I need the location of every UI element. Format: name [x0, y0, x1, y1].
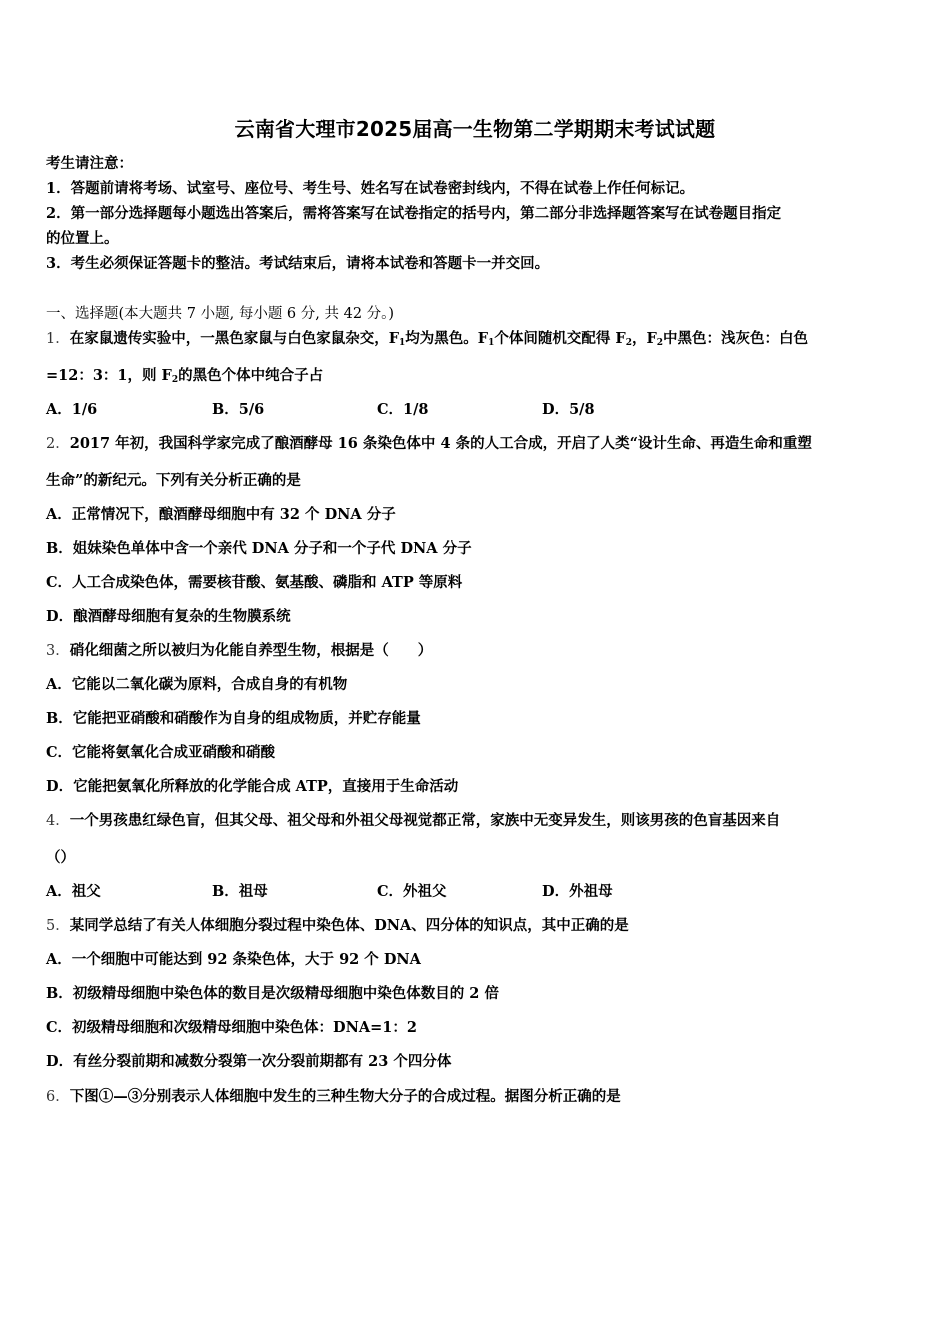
question-1-line-1	[46, 327, 808, 348]
subscript: 2	[656, 338, 664, 348]
q2-text: 2017 年初，我国科学家完成了酿酒酵母 16 条染色体中 4 条的人工合成，开启了人类“设计生命、再造生命和重塑	[69, 435, 812, 452]
q1-text: 个体间随机交配得 F	[494, 330, 626, 347]
q1-text: 在家鼠遗传实验中，一黑色家鼠与白色家鼠杂交，F	[69, 330, 400, 347]
page-title: 云南省大理市2025届高一生物第二学期期末考试试题	[234, 117, 716, 141]
question-4-line-1	[46, 809, 780, 830]
q1-option-b: B．5/6	[212, 401, 265, 418]
q5-text: 某同学总结了有关人体细胞分裂过程中染色体、DNA、四分体的知识点，其中正确的是	[69, 917, 629, 934]
q4-option-b: B．祖母	[212, 883, 268, 900]
q1-text: 的黑色个体中纯合子占	[178, 367, 324, 384]
section-heading: 一、选择题(本大题共 7 小题, 每小题 6 分, 共 42 分。)	[46, 306, 395, 322]
notice-item-1: 1．答题前请将考场、试室号、座位号、考生号、姓名写在试卷密封线内，不得在试卷上作任何标记。	[46, 180, 695, 197]
question-number: 5．	[46, 918, 70, 934]
q2-option-a: A．正常情况下，酿酒酵母细胞中有 32 个 DNA 分子	[46, 506, 396, 523]
q5-option-a: A．一个细胞中可能达到 92 条染色体，大于 92 个 DNA	[46, 951, 421, 968]
question-3-line-1	[46, 639, 432, 660]
question-4-line-2: （）	[46, 849, 75, 866]
subscript: 2	[171, 375, 179, 385]
question-number: 3．	[46, 643, 70, 659]
question-number: 6．	[46, 1089, 70, 1105]
question-number: 4．	[46, 813, 70, 829]
q5-option-d: D．有丝分裂前期和减数分裂第一次分裂前期都有 23 个四分体	[46, 1053, 452, 1070]
notice-item-3: 3．考生必须保证答题卡的整洁。考试结束后，请将本试卷和答题卡一并交回。	[46, 255, 550, 272]
q1-text: =12：3：1，则 F	[46, 367, 172, 384]
q2-option-d: D．酿酒酵母细胞有复杂的生物膜系统	[46, 608, 291, 625]
q1-option-a: A．1/6	[46, 401, 98, 418]
question-number: 2．	[46, 436, 70, 452]
q2-option-b: B．姐妹染色单体中含一个亲代 DNA 分子和一个子代 DNA 分子	[46, 540, 472, 557]
question-2-line-1	[46, 432, 812, 453]
q4-option-c: C．外祖父	[377, 883, 447, 900]
q1-text: 均为黑色。F	[405, 330, 489, 347]
q2-option-c: C．人工合成染色体，需要核苷酸、氨基酸、磷脂和 ATP 等原料	[46, 574, 463, 591]
subscript: 1	[488, 338, 495, 348]
q1-text: ，F	[631, 330, 657, 347]
q4-text: 一个男孩患红绿色盲，但其父母、祖父母和外祖父母视觉都正常，家族中无变异发生，则该男孩的色盲基因来自	[69, 812, 781, 829]
question-2-line-2: 生命”的新纪元。下列有关分析正确的是	[46, 472, 301, 489]
question-5-line-1	[46, 914, 629, 935]
q5-option-c: C．初级精母细胞和次级精母细胞中染色体：DNA=1：2	[46, 1019, 417, 1036]
q1-option-d: D．5/8	[542, 401, 595, 418]
question-6-line-1	[46, 1085, 621, 1106]
subscript: 2	[625, 338, 632, 348]
notice-heading: 考生请注意：	[46, 155, 133, 172]
q3-option-d: D．它能把氨氧化所释放的化学能合成 ATP，直接用于生命活动	[46, 778, 459, 795]
question-1-line-2	[46, 364, 323, 385]
question-number: 1．	[46, 331, 70, 347]
notice-item-2-cont: 的位置上。	[46, 230, 119, 247]
q1-option-c: C．1/8	[377, 401, 429, 418]
q1-text: 中黑色：浅灰色：白色	[663, 330, 809, 347]
subscript: 1	[399, 338, 406, 348]
q4-option-a: A．祖父	[46, 883, 101, 900]
q3-option-b: B．它能把亚硝酸和硝酸作为自身的组成物质，并贮存能量	[46, 710, 421, 727]
q3-option-c: C．它能将氨氧化合成亚硝酸和硝酸	[46, 744, 276, 761]
q6-text: 下图①—③分别表示人体细胞中发生的三种生物大分子的合成过程。据图分析正确的是	[69, 1088, 621, 1105]
q3-text: 硝化细菌之所以被归为化能自养型生物，根据是（ ）	[69, 642, 433, 659]
notice-item-2: 2．第一部分选择题每小题选出答案后，需将答案写在试卷指定的括号内，第二部分非选择题答案写在试卷题目指定	[46, 205, 782, 222]
q5-option-b: B．初级精母细胞中染色体的数目是次级精母细胞中染色体数目的 2 倍	[46, 985, 499, 1002]
q4-option-d: D．外祖母	[542, 883, 613, 900]
q3-option-a: A．它能以二氧化碳为原料，合成自身的有机物	[46, 676, 348, 693]
